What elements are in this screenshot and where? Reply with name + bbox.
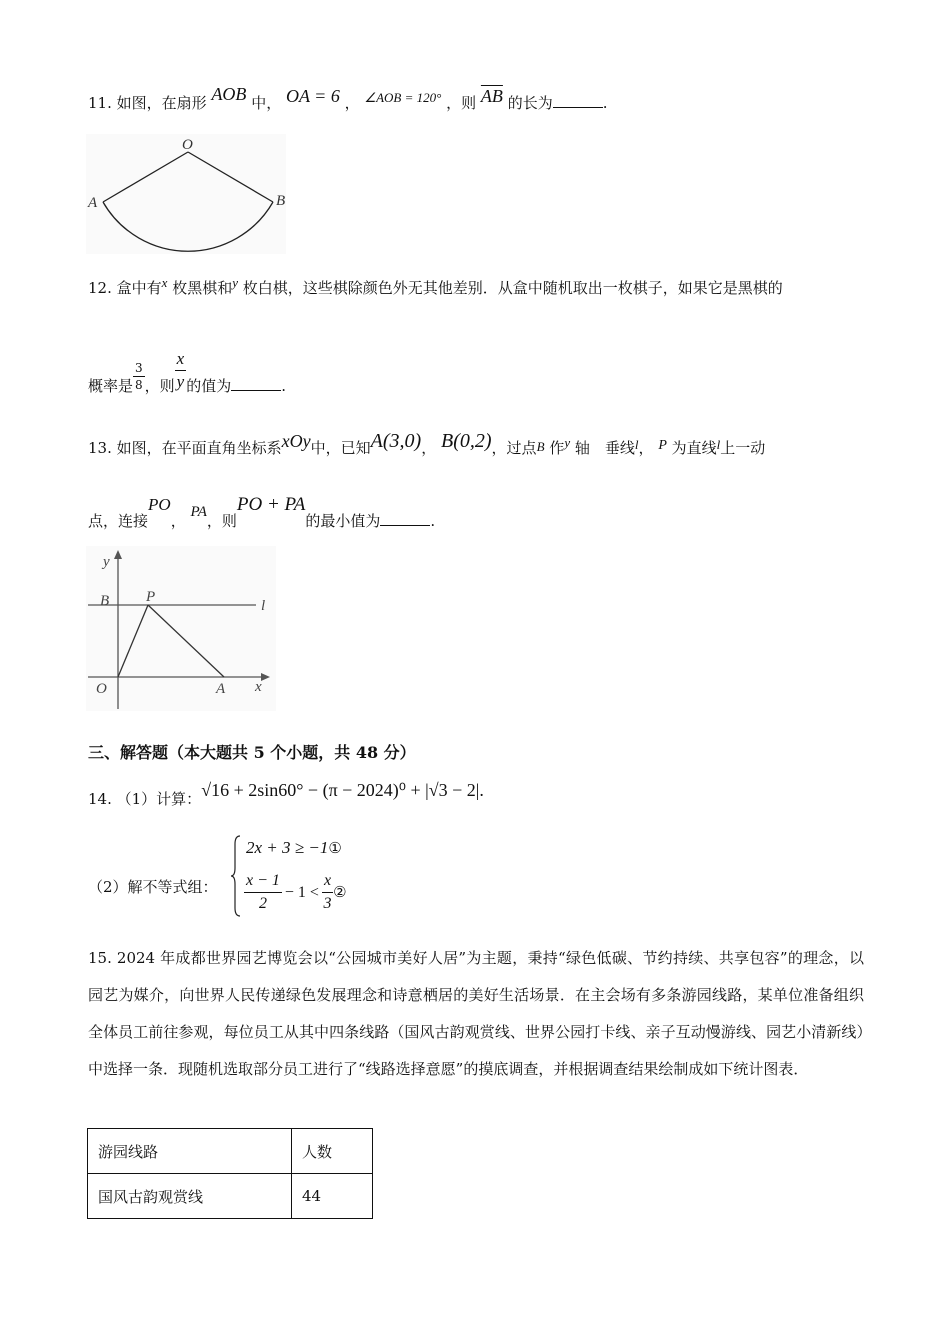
section-3-title: 三、解答题（本大题共 5 个小题，共 48 分） bbox=[88, 743, 416, 762]
q12-line1-b: 枚黑棋和 bbox=[172, 279, 233, 297]
q13-comma2: ， bbox=[638, 439, 654, 457]
q13-po: PO bbox=[148, 495, 171, 514]
q12-frac-num: x bbox=[175, 348, 187, 371]
q13-line1-c: ，过点 bbox=[491, 439, 537, 457]
q13-line1-b: 中，已知 bbox=[310, 439, 371, 457]
q14-part1-label: （1）计算： bbox=[116, 790, 202, 808]
q15-paragraph bbox=[88, 940, 864, 1088]
q11-sector-figure bbox=[86, 134, 286, 254]
q13-line2 bbox=[88, 494, 436, 530]
q13-b: B bbox=[536, 439, 545, 454]
q14-inequality-1 bbox=[246, 838, 342, 858]
q14-part2-label: （2）解不等式组： bbox=[88, 878, 218, 896]
q11-number: 11. bbox=[88, 94, 112, 112]
q12-x: x bbox=[161, 275, 168, 290]
q13-line1-d: 作 bbox=[549, 439, 565, 457]
q13-pa: PA bbox=[190, 504, 207, 520]
q13-line1-f: 为直线 bbox=[671, 439, 717, 457]
q13-line2-b: ，则 bbox=[206, 512, 237, 530]
q14-part1 bbox=[88, 780, 484, 808]
q11-text-b: 中， bbox=[251, 94, 282, 112]
q13-label-l: l bbox=[261, 598, 266, 614]
q14-left-brace bbox=[230, 834, 242, 918]
q11-text-c: 的长为 bbox=[507, 94, 553, 112]
table-row bbox=[88, 1174, 373, 1219]
q14-ineq2-right-frac bbox=[322, 870, 333, 915]
q13-label-o: O bbox=[96, 681, 107, 697]
table-header-count: 人数 bbox=[292, 1129, 373, 1174]
q11-answer-blank bbox=[553, 106, 603, 108]
table-header-row bbox=[88, 1129, 373, 1174]
q13-answer-blank bbox=[380, 524, 430, 526]
q15-number: 15. bbox=[88, 949, 112, 967]
q13-p: P bbox=[658, 438, 667, 453]
q14-ineq2-left-den: 2 bbox=[258, 895, 267, 912]
q14-ineq2-mark: ② bbox=[333, 885, 347, 901]
q13-l: l bbox=[634, 437, 639, 452]
q13-comma: ， bbox=[421, 439, 437, 457]
q12-frac-den: y bbox=[176, 372, 185, 391]
q12-probability bbox=[133, 360, 145, 393]
q13-comma3: ， bbox=[170, 512, 186, 530]
q13-label-b: B bbox=[100, 593, 110, 609]
q13-coordinate-figure bbox=[86, 546, 276, 711]
q11-label-o: O bbox=[182, 137, 193, 153]
q11-label-a: A bbox=[88, 195, 98, 211]
q11-text-a: 如图，在扇形 bbox=[116, 94, 207, 112]
q13-label-p: P bbox=[146, 589, 156, 605]
q13-label-x: x bbox=[255, 679, 262, 695]
q11-arc: $\overline{AB}$ bbox=[480, 86, 503, 106]
q14-inequality-system bbox=[230, 834, 370, 920]
table-cell-count: 44 bbox=[292, 1174, 373, 1219]
q13-y: y bbox=[564, 435, 571, 450]
q11-angle: ∠AOB = 120° bbox=[364, 90, 442, 105]
q12-fraction-xy bbox=[175, 348, 187, 393]
q14-ineq2-right-den: 3 bbox=[323, 895, 332, 912]
q12-line1-a: 盒中有 bbox=[116, 279, 162, 297]
q11-end: . bbox=[602, 94, 608, 112]
q12-line2-b: ，则 bbox=[144, 376, 175, 395]
q14-part1-expression: √16 + 2sin60° − (π − 2024)⁰ + |√3 − 2|. bbox=[201, 780, 484, 800]
q13-line2-a: 点，连接 bbox=[88, 512, 149, 530]
q12-line1-c: 枚白棋，这些棋除颜色外无其他差别．从盒中随机取出一枚棋子，如果它是黑棋的 bbox=[242, 279, 783, 297]
q15-table bbox=[87, 1128, 373, 1219]
q14-ineq2-left-num: x − 1 bbox=[244, 870, 282, 893]
q14-ineq1-mark: ① bbox=[328, 841, 342, 857]
table-cell-route: 国风古韵观赏线 bbox=[88, 1174, 292, 1219]
q13-system: xOy bbox=[281, 431, 311, 451]
q13-number: 13. bbox=[88, 439, 112, 457]
q13-l2: l bbox=[716, 437, 721, 452]
q14-ineq1-expr: 2x + 3 ≥ −1 bbox=[246, 838, 329, 857]
q12-line2-c: 的值为 bbox=[186, 376, 232, 395]
q11-oa: OA = 6 bbox=[286, 86, 340, 106]
q11-line bbox=[88, 84, 608, 113]
q13-label-a: A bbox=[216, 681, 226, 697]
q14-number: 14. bbox=[88, 790, 112, 808]
q13-sum: PO + PA bbox=[236, 494, 306, 515]
q12-y: y bbox=[232, 275, 239, 290]
q12-line2-a: 概率是 bbox=[88, 376, 134, 395]
q14-inequality-2 bbox=[244, 870, 347, 915]
q13-line1-a: 如图，在平面直角坐标系 bbox=[116, 439, 282, 457]
q13-line1 bbox=[88, 430, 766, 457]
q13-line1-g: 上一动 bbox=[720, 439, 766, 457]
q12-end: . bbox=[281, 376, 287, 395]
q12-line1 bbox=[88, 277, 783, 298]
q13-point-b: B(0,2) bbox=[441, 430, 492, 452]
q14-ineq2-mid: − 1 < bbox=[284, 883, 319, 901]
q12-answer-blank bbox=[231, 389, 281, 391]
q12-number: 12. bbox=[88, 279, 112, 297]
q14-ineq2-right-num: x bbox=[322, 870, 333, 893]
q13-end: . bbox=[430, 512, 436, 530]
q11-label-b: B bbox=[276, 193, 286, 209]
q11-comma2: ，则 bbox=[446, 94, 477, 112]
q13-line2-c: 的最小值为 bbox=[305, 512, 381, 530]
q13-point-a: A(3,0) bbox=[370, 430, 422, 452]
q12-prob-den: 8 bbox=[135, 378, 143, 392]
q12-prob-num: 3 bbox=[135, 361, 143, 375]
q13-line1-e: 轴 垂线 bbox=[574, 439, 635, 457]
q11-sector: AOB bbox=[211, 84, 247, 104]
q11-comma1: ， bbox=[344, 94, 360, 112]
table-header-route: 游园线路 bbox=[88, 1129, 292, 1174]
q13-label-y: y bbox=[103, 554, 110, 570]
q14-ineq2-left-frac bbox=[244, 870, 282, 915]
q15-text: 2024 年成都世界园艺博览会以“公园城市美好人居”为主题，秉持“绿色低碳、节约持续、共享包容”的理念，以园艺为媒介，向世界人民传递绿色发展理念和诗意栖居的美好生活场景．在主会场有多条游园线路，某单位准备组织全体员工前往参观，每位员工从其中四条线路（国风古韵观赏线、世界公园打卡线、亲子互动慢游线、园艺小清新线）中选择一条．现随机选取部分员工进行了“线路选择意愿”的摸底调查，并根据调查结果绘制成如下统计图表． bbox=[88, 949, 864, 1078]
q12-line2 bbox=[88, 340, 287, 395]
